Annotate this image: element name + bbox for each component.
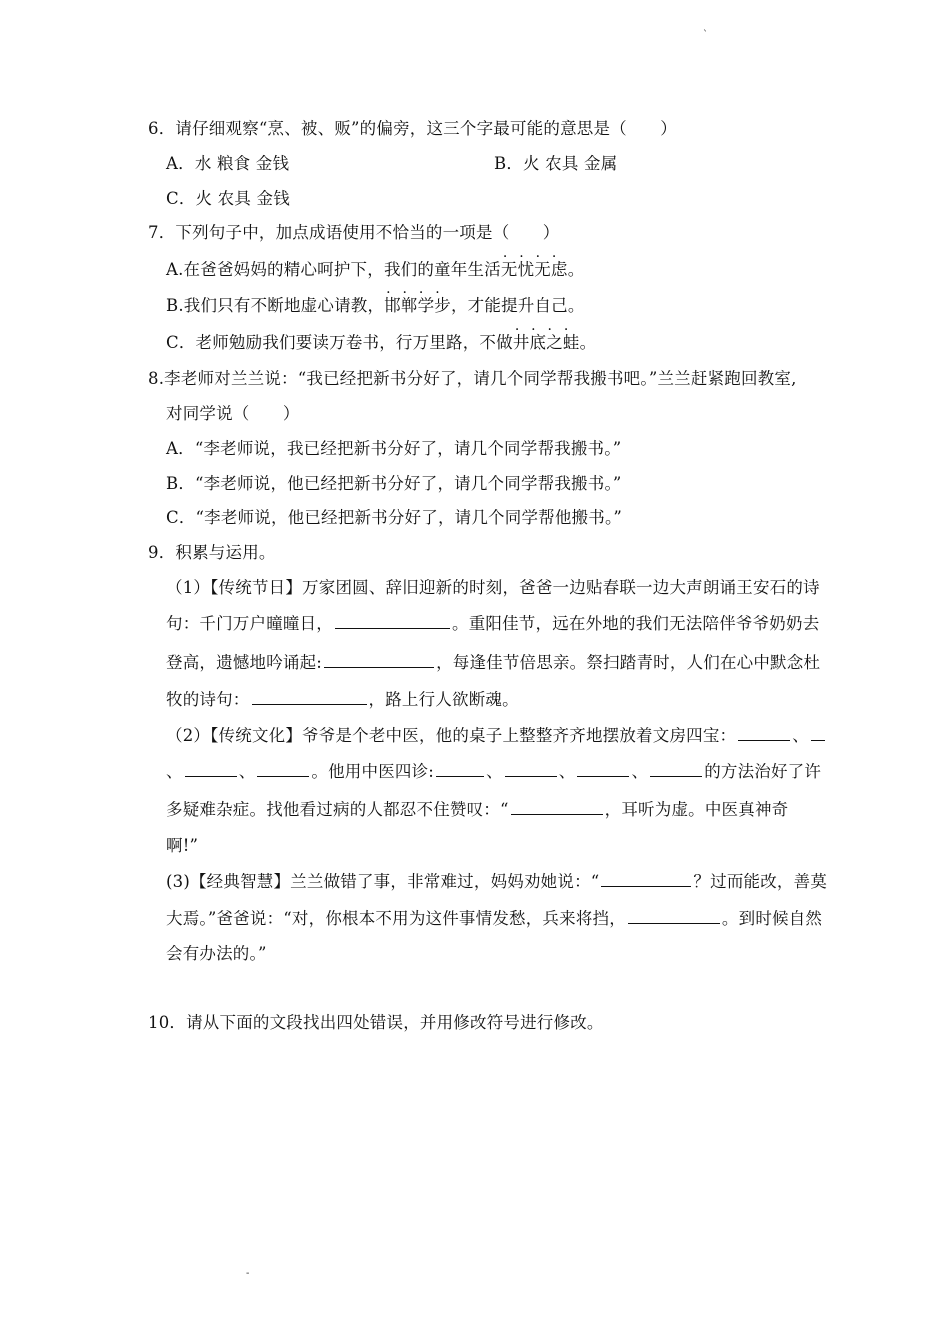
corner-mark: ` — [703, 30, 708, 41]
separator: 、 — [558, 762, 576, 781]
q9-part1-line1: （1）【传统节日】万家团圆、辞旧迎新的时刻，爸爸一边贴春联一边大声朗诵王安石的诗 — [166, 578, 820, 597]
answer-blank[interactable] — [185, 760, 237, 777]
answer-blank[interactable] — [650, 760, 702, 777]
q9-part2-line4: 啊!” — [166, 836, 199, 855]
q9-p3-text: 。到时候自然 — [721, 909, 823, 928]
q9-part2-line3 — [166, 798, 788, 821]
separator: 、 — [792, 726, 809, 745]
q6-option-c: C．火 农具 金钱 — [166, 189, 290, 208]
q9-p2-text: （2）【传统文化】爷爷是个老中医，他的桌子上整整齐齐地摆放着文房四宝： — [166, 726, 737, 745]
answer-blank[interactable] — [601, 870, 691, 887]
answer-blank[interactable] — [324, 651, 434, 668]
q9-p2-text: 。他用中医四诊: — [311, 762, 435, 781]
answer-blank[interactable] — [505, 760, 557, 777]
q7-c-end: 。 — [579, 333, 597, 352]
q7-b-text: B.我们只有不断地虚心请教， — [166, 296, 385, 315]
q9-p2-text: 多疑难杂症。找他看过病的人都忍不住赞叹：“ — [166, 800, 509, 819]
q9-p2-text: ，耳听为虚。中医真神奇 — [604, 800, 789, 819]
q7-option-c — [166, 332, 596, 354]
answer-blank[interactable] — [335, 612, 450, 629]
q9-part1-line4 — [166, 688, 519, 711]
q9-p1-text: 牧的诗句： — [166, 690, 250, 709]
q9-p1-text: ，每逢佳节倍思亲。祭扫踏青时，人们在心中默念杜 — [436, 653, 821, 672]
q7-stem: 7．下列句子中，加点成语使用不恰当的一项是（ ） — [148, 223, 560, 242]
answer-blank[interactable] — [628, 907, 720, 924]
q7-a-end: 。 — [567, 260, 585, 279]
q9-p2-text: 的方法治好了许 — [704, 762, 822, 781]
separator: 、 — [631, 762, 649, 781]
footer-mark: - — [246, 1268, 250, 1279]
q9-stem: 9．积累与运用。 — [148, 543, 276, 562]
answer-blank[interactable] — [738, 724, 790, 741]
q8-option-c: C．“李老师说，他已经把新书分好了，请几个同学帮他搬书。” — [166, 508, 623, 527]
q9-part1-line3 — [166, 651, 820, 674]
q9-part3-line2 — [166, 907, 822, 930]
q9-p3-text: ？过而能改，善莫 — [693, 872, 828, 891]
q7-option-b — [166, 295, 585, 317]
q9-p1-text: 。重阳佳节，远在外地的我们无法陪伴爷爷奶奶去 — [452, 614, 820, 633]
q7-b-idiom: · · 邯郸学步 — [384, 295, 451, 317]
q7-option-a — [166, 259, 584, 281]
q9-part3-line1 — [166, 870, 827, 893]
q9-p1-text: 登高，遗憾地吟诵起: — [166, 653, 323, 672]
answer-blank[interactable] — [577, 760, 629, 777]
separator: 、 — [486, 762, 503, 781]
q9-part1-line2 — [166, 612, 819, 635]
q7-a-idiom: · · 无忧无虑 — [501, 259, 568, 281]
answer-blank[interactable] — [252, 688, 367, 705]
q8-stem-continued: 对同学说（ ） — [166, 404, 300, 423]
q10-stem: 10．请从下面的文段找出四处错误，并用修改符号进行修改。 — [148, 1013, 604, 1032]
q9-p1-text: 句：千门万户曈曈日， — [166, 614, 333, 633]
q8-stem: 8.李老师对兰兰说：“我已经把新书分好了，请几个同学帮我搬书吧。”兰兰赶紧跑回教室, — [148, 369, 797, 388]
q6-options-row — [166, 153, 866, 175]
answer-blank[interactable] — [811, 724, 825, 741]
q9-p1-text: ，路上行人欲断魂。 — [368, 690, 519, 709]
q9-part2-line1 — [166, 724, 827, 747]
q9-p3-text: 大焉。”爸爸说：“对，你根本不用为这件事情发愁，兵来将挡， — [166, 909, 626, 928]
q7-a-text: A.在爸爸妈妈的精心呵护下，我们的童年生活 — [166, 260, 501, 279]
q9-p3-text: (3)【经典智慧】兰兰做错了事，非常难过，妈妈劝她说：“ — [166, 872, 600, 891]
answer-blank[interactable] — [257, 760, 309, 777]
q9-part2-line2 — [166, 760, 821, 783]
answer-blank[interactable] — [436, 760, 484, 777]
q7-c-text: C．老师勉励我们要读万卷书，行万里路，不做 — [166, 333, 513, 352]
separator: 、 — [238, 762, 256, 781]
q8-option-b: B．“李老师说，他已经把新书分好了，请几个同学帮我搬书。” — [166, 474, 622, 493]
separator: 、 — [166, 762, 183, 781]
q6-option-b: B．火 农具 金属 — [494, 154, 618, 173]
q7-b-end: ，才能提升自己。 — [450, 296, 585, 315]
answer-blank[interactable] — [511, 798, 603, 815]
q6-option-a: A．水 粮食 金钱 — [166, 154, 290, 173]
q6-stem: 6．请仔细观察“烹、被、贩”的偏旁，这三个字最可能的意思是（ ） — [148, 119, 677, 138]
q7-c-idiom: · · 井底之蛙 — [513, 332, 580, 354]
q8-option-a: A．“李老师说，我已经把新书分好了，请几个同学帮我搬书。” — [166, 439, 622, 458]
q9-part3-line3: 会有办法的。” — [166, 944, 267, 963]
